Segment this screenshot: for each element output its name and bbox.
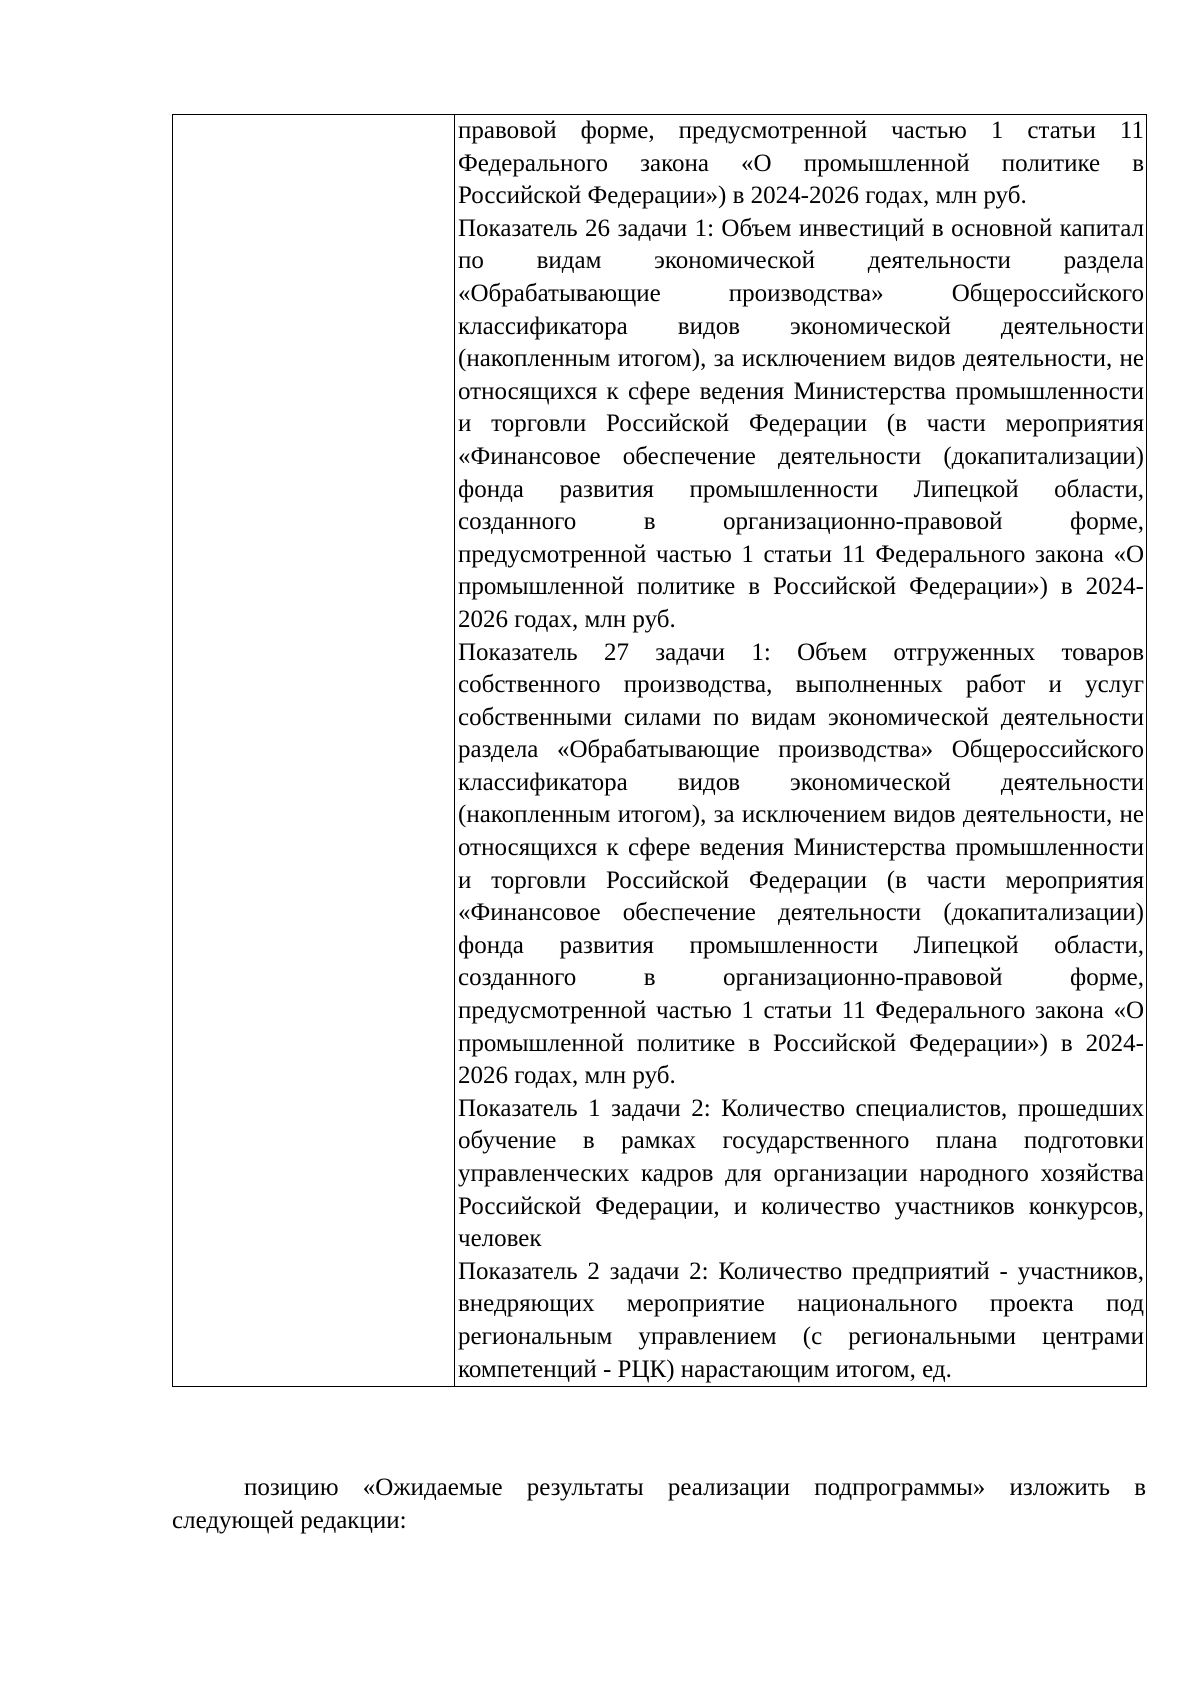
- paragraph-indicator-1-task-2: Показатель 1 задачи 2: Количество специалистов, прошедших обучение в рамках государственного плана подготовки управленческих кадров для организации народного хозяйства Российской Федерации, и количество участников конкурсов, человек: [458, 1094, 1144, 1253]
- table-cell-right: [455, 115, 1147, 1387]
- paragraph-indicator-27: Показатель 27 задачи 1: Объем отгруженных товаров собственного производства, выполненных работ и услуг собственными силами по видам экономической деятельности раздела «Обрабатывающие производства» Общероссийского классификатора видов экономической деятельности (накопленным итогом), за исключением видов деятельности, не относящихся к сфере ведения Министерства промышленности и торговли Российской Федерации (в части мероприятия «Финансовое обеспечение деятельности (докапитализации) фонда развития промышленности Липецкой области, созданного в организационно-правовой форме, предусмотренной частью 1 статьи 11 Федерального закона «О промышленной политике в Российской Федерации») в 2024-2026 годах, млн руб.: [458, 638, 1144, 1090]
- paragraph-indicator-2-task-2: Показатель 2 задачи 2: Количество предприятий - участников, внедряющих мероприятие национального проекта под региональным управлением (с региональными центрами компетенций - РЦК) нарастающим итогом, ед.: [458, 1257, 1144, 1383]
- after-table-paragraph: позицию «Ожидаемые результаты реализации подпрограммы» изложить в следующей редакции:: [172, 1474, 1146, 1534]
- table-cell-left: [173, 115, 455, 1387]
- paragraph-continuation: правовой форме, предусмотренной частью 1 статьи 11 Федерального закона «О промышленной политике в Российской Федерации») в 2024-2026 годах, млн руб.: [458, 117, 1144, 210]
- passport-table: [172, 114, 1147, 1387]
- cell-text-block: [455, 115, 1146, 1386]
- paragraph-indicator-26: Показатель 26 задачи 1: Объем инвестиций в основной капитал по видам экономической деятельности раздела «Обрабатывающие производства» Общероссийского классификатора видов экономической деятельности (накопленным итогом), за исключением видов деятельности, не относящихся к сфере ведения Министерства промышленности и торговли Российской Федерации (в части мероприятия «Финансовое обеспечение деятельности (докапитализации) фонда развития промышленности Липецкой области, созданного в организационно-правовой форме, предусмотренной частью 1 статьи 11 Федерального закона «О промышленной политике в Российской Федерации») в 2024-2026 годах, млн руб.: [458, 214, 1144, 633]
- table-row: [173, 115, 1147, 1387]
